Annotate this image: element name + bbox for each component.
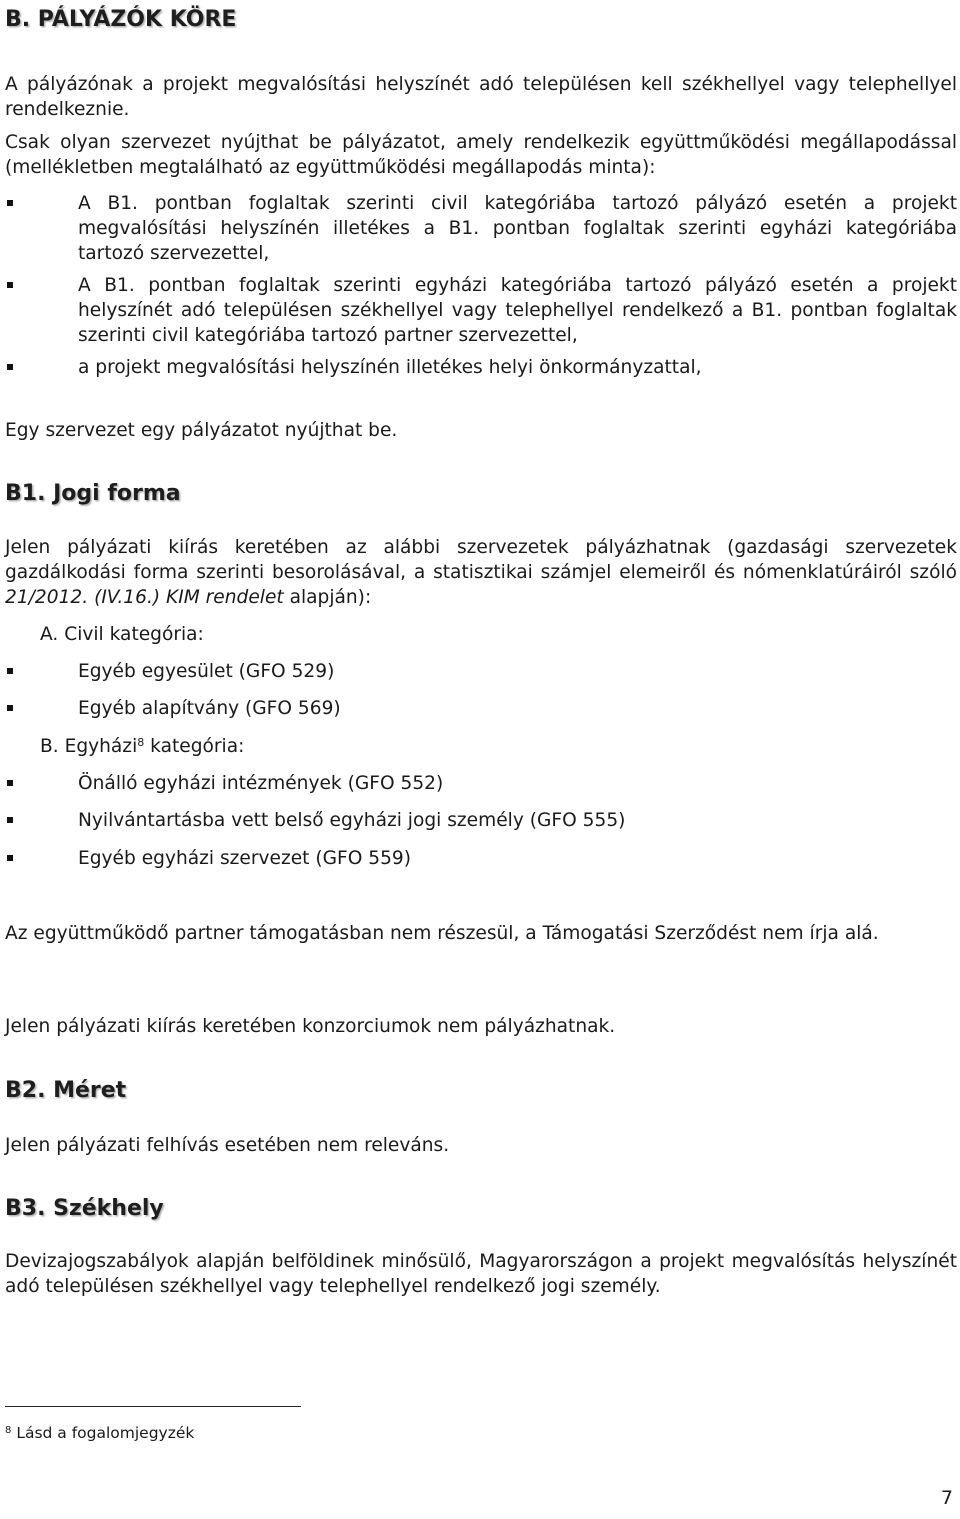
- civil-category-label: A. Civil kategória:: [40, 624, 204, 645]
- bullet-square-icon: [7, 705, 13, 711]
- bullet-square-icon: [7, 780, 13, 786]
- footnote-separator: [5, 1406, 301, 1407]
- footnote: [5, 1422, 194, 1444]
- regulation-reference: 21/2012. (IV.16.) KIM rendelet: [5, 587, 284, 608]
- b1-intro-paragraph: Jelen pályázati kiírás keretében az alábbi szervezetek pályázhatnak (gazdasági szervezetek gazdálkodási forma szerinti besorolásával, a statisztikai számjel elemeiről és nómenklatúráiról szóló 21/2012. (IV.16.) KIM rendelet alapján):: [5, 537, 957, 608]
- list-item: Egyéb alapítvány (GFO 569): [78, 698, 341, 719]
- list-item: Egyéb egyházi szervezet (GFO 559): [78, 848, 411, 869]
- bullet-square-icon: [7, 668, 13, 674]
- list-item: A B1. pontban foglaltak szerinti civil kategóriába tartozó pályázó esetén a projekt megvalósítási helyszínén illetékes a B1. pontban foglaltak szerinti egyházi kategóriába tartozó szervezettel,: [78, 193, 957, 264]
- document-page: [5, 0, 957, 1519]
- list-item: a projekt megvalósítási helyszínén illetékes helyi önkormányzattal,: [78, 357, 702, 378]
- list-item: Önálló egyházi intézmények (GFO 552): [78, 773, 444, 794]
- list-item: Nyilvántartásba vett belső egyházi jogi személy (GFO 555): [78, 810, 626, 831]
- church-category-label: B. Egyházi$^8$ kategória:: [40, 736, 245, 757]
- page-number: 7: [940, 1487, 953, 1509]
- footnote-reference: 8: [137, 736, 145, 749]
- bullet-square-icon: [7, 200, 13, 206]
- footnote-number: 8: [5, 1425, 12, 1436]
- b2-heading: B2. Méret: [5, 1078, 127, 1103]
- closing-sentence: Egy szervezet egy pályázatot nyújthat be.: [5, 420, 398, 441]
- bullet-square-icon: [7, 855, 13, 861]
- consortium-note: Jelen pályázati kiírás keretében konzorciumok nem pályázhatnak.: [5, 1016, 616, 1037]
- bullet-square-icon: [7, 817, 13, 823]
- b2-text: Jelen pályázati felhívás esetében nem releváns.: [5, 1135, 450, 1156]
- intro-paragraph-2: Csak olyan szervezet nyújthat be pályázatot, amely rendelkezik együttműködési megállapodással (mellékletben megtalálható az együttműködési megállapodás minta):: [5, 132, 957, 178]
- partner-note: Az együttműködő partner támogatásban nem részesül, a Támogatási Szerződést nem írja alá.: [5, 923, 879, 944]
- bullet-square-icon: [7, 364, 13, 370]
- b3-text: Devizajogszabályok alapján belföldinek minősülő, Magyarországon a projekt megvalósítás helyszínét adó településen székhellyel vagy telephellyel rendelkező jogi személy.: [5, 1251, 957, 1297]
- b3-heading: B3. Székhely: [5, 1196, 164, 1221]
- section-title: B. PÁLYÁZÓK KÖRE: [5, 7, 237, 32]
- intro-paragraph-1: A pályázónak a projekt megvalósítási helyszínét adó településen kell székhellyel vagy telephellyel rendelkeznie.: [5, 74, 957, 120]
- list-item: Egyéb egyesület (GFO 529): [78, 661, 335, 682]
- bullet-square-icon: [7, 282, 13, 288]
- footnote-text: Lásd a fogalomjegyzék: [16, 1424, 195, 1442]
- list-item: A B1. pontban foglaltak szerinti egyházi kategóriába tartozó pályázó esetén a projekt helyszínét adó településen székhellyel vagy telephellyel rendelkező a B1. pontban foglaltak szerinti civil kategóriába tartozó partner szervezettel,: [78, 275, 957, 346]
- b1-heading: B1. Jogi forma: [5, 481, 181, 506]
